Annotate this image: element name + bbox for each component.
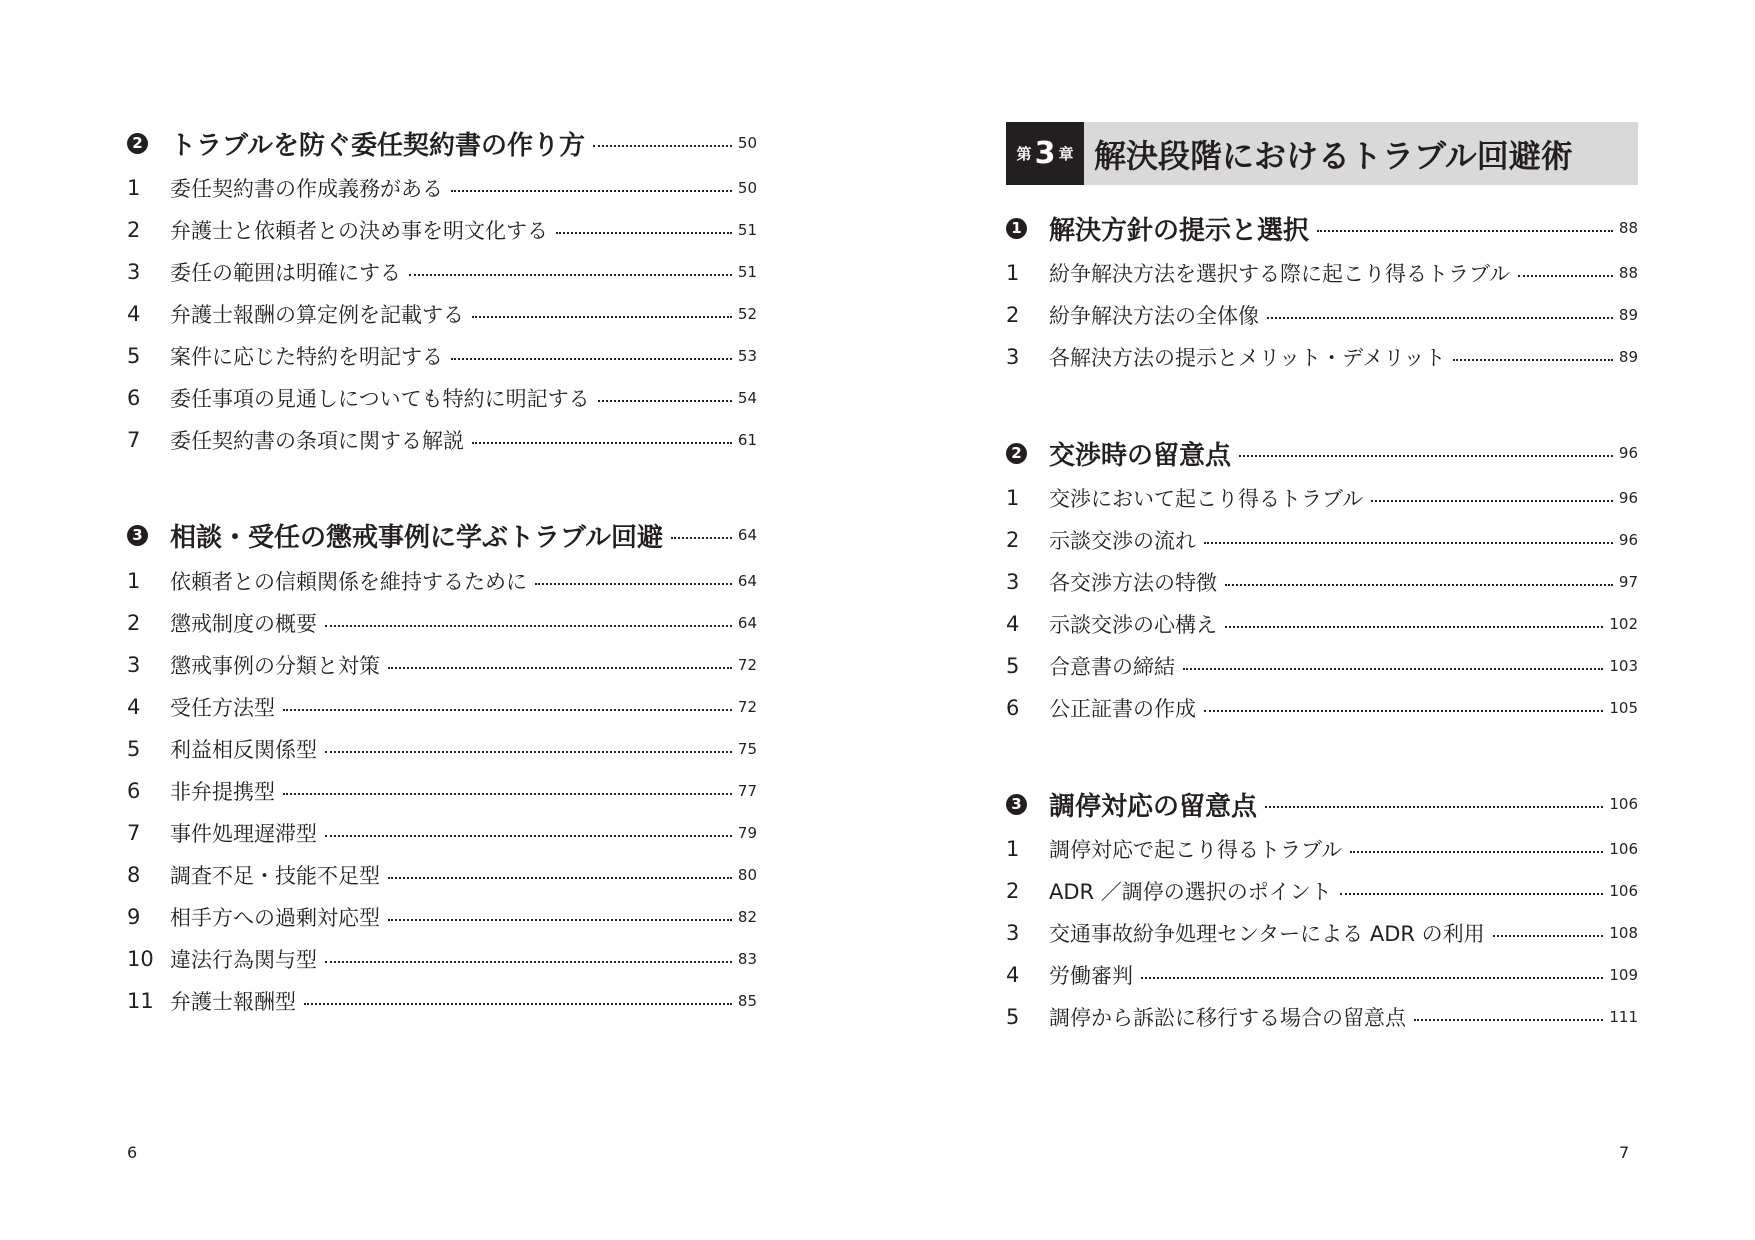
dot-leader xyxy=(1317,230,1613,232)
item-number: 5 xyxy=(1006,654,1020,678)
dot-leader xyxy=(1267,317,1613,319)
item-title: 依頼者との信頼関係を維持するために xyxy=(170,570,527,594)
item-number: 1 xyxy=(127,176,141,200)
page-number: 111 xyxy=(1609,1008,1638,1026)
page-number: 50 xyxy=(737,134,757,152)
item-title: 交通事故紛争処理センターによる ADR の利用 xyxy=(1049,922,1485,946)
page-number: 54 xyxy=(737,389,757,407)
item-title: 利益相反関係型 xyxy=(170,738,317,762)
page-number: 106 xyxy=(1609,795,1638,813)
item-title: 紛争解決方法を選択する際に起こり得るトラブル xyxy=(1049,262,1511,286)
section-title: 解決方針の提示と選択 xyxy=(1049,215,1310,246)
chapter-badge xyxy=(1006,122,1084,185)
toc-item[interactable] xyxy=(127,212,757,248)
item-title: 調停対応で起こり得るトラブル xyxy=(1049,838,1343,862)
page-number: 97 xyxy=(1618,573,1638,591)
page-number: 53 xyxy=(737,347,757,365)
item-number: 3 xyxy=(127,653,141,677)
page-number: 52 xyxy=(737,305,757,323)
toc-item[interactable] xyxy=(127,941,757,977)
item-title: 違法行為関与型 xyxy=(170,948,317,972)
item-title: ADR ／調停の選択のポイント xyxy=(1049,880,1332,904)
dot-leader xyxy=(1265,806,1603,808)
dot-leader xyxy=(1340,893,1604,895)
toc-item[interactable] xyxy=(127,380,757,416)
item-number: 1 xyxy=(1006,486,1020,510)
toc-item[interactable] xyxy=(127,338,757,374)
toc-item[interactable] xyxy=(1006,564,1638,600)
item-title: 合意書の締結 xyxy=(1049,655,1175,679)
toc-item[interactable] xyxy=(1006,831,1638,867)
page-number: 88 xyxy=(1618,219,1638,237)
toc-item[interactable] xyxy=(1006,873,1638,909)
page-number: 51 xyxy=(737,221,757,239)
toc-item[interactable] xyxy=(127,296,757,332)
item-title: 示談交渉の心構え xyxy=(1049,613,1217,637)
item-title: 委任契約書の条項に関する解説 xyxy=(170,429,464,453)
dot-leader xyxy=(598,400,732,402)
toc-item[interactable] xyxy=(127,605,757,641)
page-number: 77 xyxy=(737,782,757,800)
item-number: 2 xyxy=(127,611,141,635)
dot-leader xyxy=(1225,584,1613,586)
item-number: 3 xyxy=(127,260,141,284)
item-title: 案件に応じた特約を明記する xyxy=(170,345,443,369)
page-number: 75 xyxy=(737,740,757,758)
section-heading[interactable] xyxy=(127,121,757,165)
toc-item[interactable] xyxy=(1006,255,1638,291)
dot-leader xyxy=(1225,626,1603,628)
item-title: 懲戒事例の分類と対策 xyxy=(170,654,380,678)
item-title: 弁護士報酬型 xyxy=(170,990,296,1014)
page-number: 105 xyxy=(1609,699,1638,717)
item-number: 5 xyxy=(127,737,141,761)
toc-item[interactable] xyxy=(1006,957,1638,993)
dot-leader xyxy=(451,358,732,360)
item-number: 4 xyxy=(1006,963,1020,987)
dot-leader xyxy=(388,877,732,879)
dot-leader xyxy=(1141,977,1603,979)
item-title: 相手方への過剰対応型 xyxy=(170,906,380,930)
toc-item[interactable] xyxy=(127,983,757,1019)
section-title: 調停対応の留意点 xyxy=(1049,791,1258,822)
item-title: 委任契約書の作成義務がある xyxy=(170,177,443,201)
toc-item[interactable] xyxy=(127,689,757,725)
item-title: 公正証書の作成 xyxy=(1049,697,1196,721)
item-number: 5 xyxy=(1006,1005,1020,1029)
section-title: 相談・受任の懲戒事例に学ぶトラブル回避 xyxy=(170,522,663,553)
dot-leader xyxy=(388,919,732,921)
item-number: 2 xyxy=(1006,528,1020,552)
item-title: 調査不足・技能不足型 xyxy=(170,864,380,888)
item-number: 5 xyxy=(127,344,141,368)
toc-item[interactable] xyxy=(1006,915,1638,951)
item-number: 1 xyxy=(127,569,141,593)
page-number: 89 xyxy=(1618,306,1638,324)
dot-leader xyxy=(283,709,732,711)
section-number-badge: 3 xyxy=(1006,794,1027,815)
toc-item[interactable] xyxy=(1006,297,1638,333)
item-title: 懲戒制度の概要 xyxy=(170,612,317,636)
toc-item[interactable] xyxy=(1006,480,1638,516)
section-heading[interactable] xyxy=(1006,431,1638,475)
chapter-number: 3 xyxy=(1034,136,1056,171)
dot-leader xyxy=(535,583,732,585)
item-title: 各解決方法の提示とメリット・デメリット xyxy=(1049,346,1446,370)
chapter-banner xyxy=(1006,122,1638,185)
item-number: 9 xyxy=(127,905,141,929)
page-number: 80 xyxy=(737,866,757,884)
page-number: 83 xyxy=(737,950,757,968)
item-title: 事件処理遅滞型 xyxy=(170,822,317,846)
item-title: 調停から訴訟に移行する場合の留意点 xyxy=(1049,1006,1406,1030)
item-number: 3 xyxy=(1006,570,1020,594)
item-title: 委任の範囲は明確にする xyxy=(170,261,401,285)
item-title: 弁護士報酬の算定例を記載する xyxy=(170,303,464,327)
page-number: 82 xyxy=(737,908,757,926)
dot-leader xyxy=(1239,455,1613,457)
page-number: 89 xyxy=(1618,348,1638,366)
section-heading[interactable] xyxy=(1006,782,1638,826)
page-number: 64 xyxy=(737,526,757,544)
toc-item[interactable] xyxy=(127,815,757,851)
item-number: 11 xyxy=(127,989,154,1013)
dot-leader xyxy=(1493,935,1604,937)
item-title: 各交渉方法の特徴 xyxy=(1049,571,1217,595)
dot-leader xyxy=(1183,668,1603,670)
toc-item[interactable] xyxy=(1006,339,1638,375)
dot-leader xyxy=(451,190,732,192)
toc-item[interactable] xyxy=(127,899,757,935)
page-folio-right: 7 xyxy=(1619,1143,1630,1162)
dot-leader xyxy=(671,537,732,539)
item-title: 交渉において起こり得るトラブル xyxy=(1049,487,1364,511)
dot-leader xyxy=(1204,542,1613,544)
toc-item[interactable] xyxy=(127,170,757,206)
item-title: 労働審判 xyxy=(1049,964,1133,988)
item-number: 7 xyxy=(127,428,141,452)
item-number: 3 xyxy=(1006,921,1020,945)
section-title: トラブルを防ぐ委任契約書の作り方 xyxy=(170,130,585,161)
page-number: 106 xyxy=(1609,840,1638,858)
page-number: 79 xyxy=(737,824,757,842)
toc-item[interactable] xyxy=(1006,648,1638,684)
dot-leader xyxy=(1453,359,1612,361)
item-number: 10 xyxy=(127,947,154,971)
toc-item[interactable] xyxy=(127,254,757,290)
toc-item[interactable] xyxy=(127,647,757,683)
item-title: 紛争解決方法の全体像 xyxy=(1049,304,1259,328)
item-number: 1 xyxy=(1006,261,1020,285)
page-number: 108 xyxy=(1609,924,1638,942)
page-number: 103 xyxy=(1609,657,1638,675)
dot-leader xyxy=(1204,710,1603,712)
item-title: 弁護士と依頼者との決め事を明文化する xyxy=(170,219,548,243)
page-number: 64 xyxy=(737,614,757,632)
dot-leader xyxy=(325,751,732,753)
page-number: 88 xyxy=(1618,264,1638,282)
page-number: 72 xyxy=(737,656,757,674)
page-number: 61 xyxy=(737,431,757,449)
dot-leader xyxy=(325,625,732,627)
dot-leader xyxy=(388,667,732,669)
item-number: 2 xyxy=(127,218,141,242)
dot-leader xyxy=(409,274,732,276)
page-number: 106 xyxy=(1609,882,1638,900)
item-number: 4 xyxy=(127,695,141,719)
dot-leader xyxy=(1414,1019,1603,1021)
toc-item[interactable] xyxy=(1006,606,1638,642)
item-number: 6 xyxy=(127,779,141,803)
page-number: 96 xyxy=(1618,444,1638,462)
dot-leader xyxy=(325,961,732,963)
page-number: 96 xyxy=(1618,489,1638,507)
dot-leader xyxy=(1371,500,1613,502)
item-title: 示談交渉の流れ xyxy=(1049,529,1196,553)
chapter-prefix: 第 xyxy=(1016,145,1032,163)
dot-leader xyxy=(1350,851,1603,853)
toc-item[interactable] xyxy=(1006,522,1638,558)
dot-leader xyxy=(304,1003,732,1005)
item-title: 非弁提携型 xyxy=(170,780,275,804)
page-number: 64 xyxy=(737,572,757,590)
chapter-title: 解決段階におけるトラブル回避術 xyxy=(1094,136,1573,175)
page-number: 109 xyxy=(1609,966,1638,984)
item-number: 8 xyxy=(127,863,141,887)
page-number: 85 xyxy=(737,992,757,1010)
page-number: 72 xyxy=(737,698,757,716)
page-number: 96 xyxy=(1618,531,1638,549)
dot-leader xyxy=(325,835,732,837)
section-number-badge: 1 xyxy=(1006,218,1027,239)
section-number-badge: 3 xyxy=(127,525,148,546)
dot-leader xyxy=(1518,275,1613,277)
page-folio-left: 6 xyxy=(127,1143,138,1162)
item-title: 委任事項の見通しについても特約に明記する xyxy=(170,387,590,411)
section-number-badge: 2 xyxy=(127,133,148,154)
item-title: 受任方法型 xyxy=(170,696,275,720)
page-number: 102 xyxy=(1609,615,1638,633)
item-number: 4 xyxy=(1006,612,1020,636)
item-number: 2 xyxy=(1006,879,1020,903)
item-number: 7 xyxy=(127,821,141,845)
section-heading[interactable] xyxy=(1006,206,1638,250)
toc-item[interactable] xyxy=(1006,999,1638,1035)
item-number: 1 xyxy=(1006,837,1020,861)
toc-item[interactable] xyxy=(127,857,757,893)
section-title: 交渉時の留意点 xyxy=(1049,440,1232,471)
item-number: 6 xyxy=(127,386,141,410)
item-number: 4 xyxy=(127,302,141,326)
section-number-badge: 2 xyxy=(1006,443,1027,464)
section-heading[interactable] xyxy=(127,513,757,557)
toc-item[interactable] xyxy=(127,731,757,767)
dot-leader xyxy=(593,145,732,147)
toc-item[interactable] xyxy=(1006,690,1638,726)
chapter-suffix: 章 xyxy=(1058,145,1074,163)
item-number: 2 xyxy=(1006,303,1020,327)
dot-leader xyxy=(556,232,732,234)
page-number: 50 xyxy=(737,179,757,197)
dot-leader xyxy=(283,793,732,795)
item-number: 6 xyxy=(1006,696,1020,720)
dot-leader xyxy=(472,442,732,444)
toc-item[interactable] xyxy=(127,422,757,458)
page-number: 51 xyxy=(737,263,757,281)
toc-item[interactable] xyxy=(127,773,757,809)
item-number: 3 xyxy=(1006,345,1020,369)
toc-item[interactable] xyxy=(127,563,757,599)
dot-leader xyxy=(472,316,732,318)
